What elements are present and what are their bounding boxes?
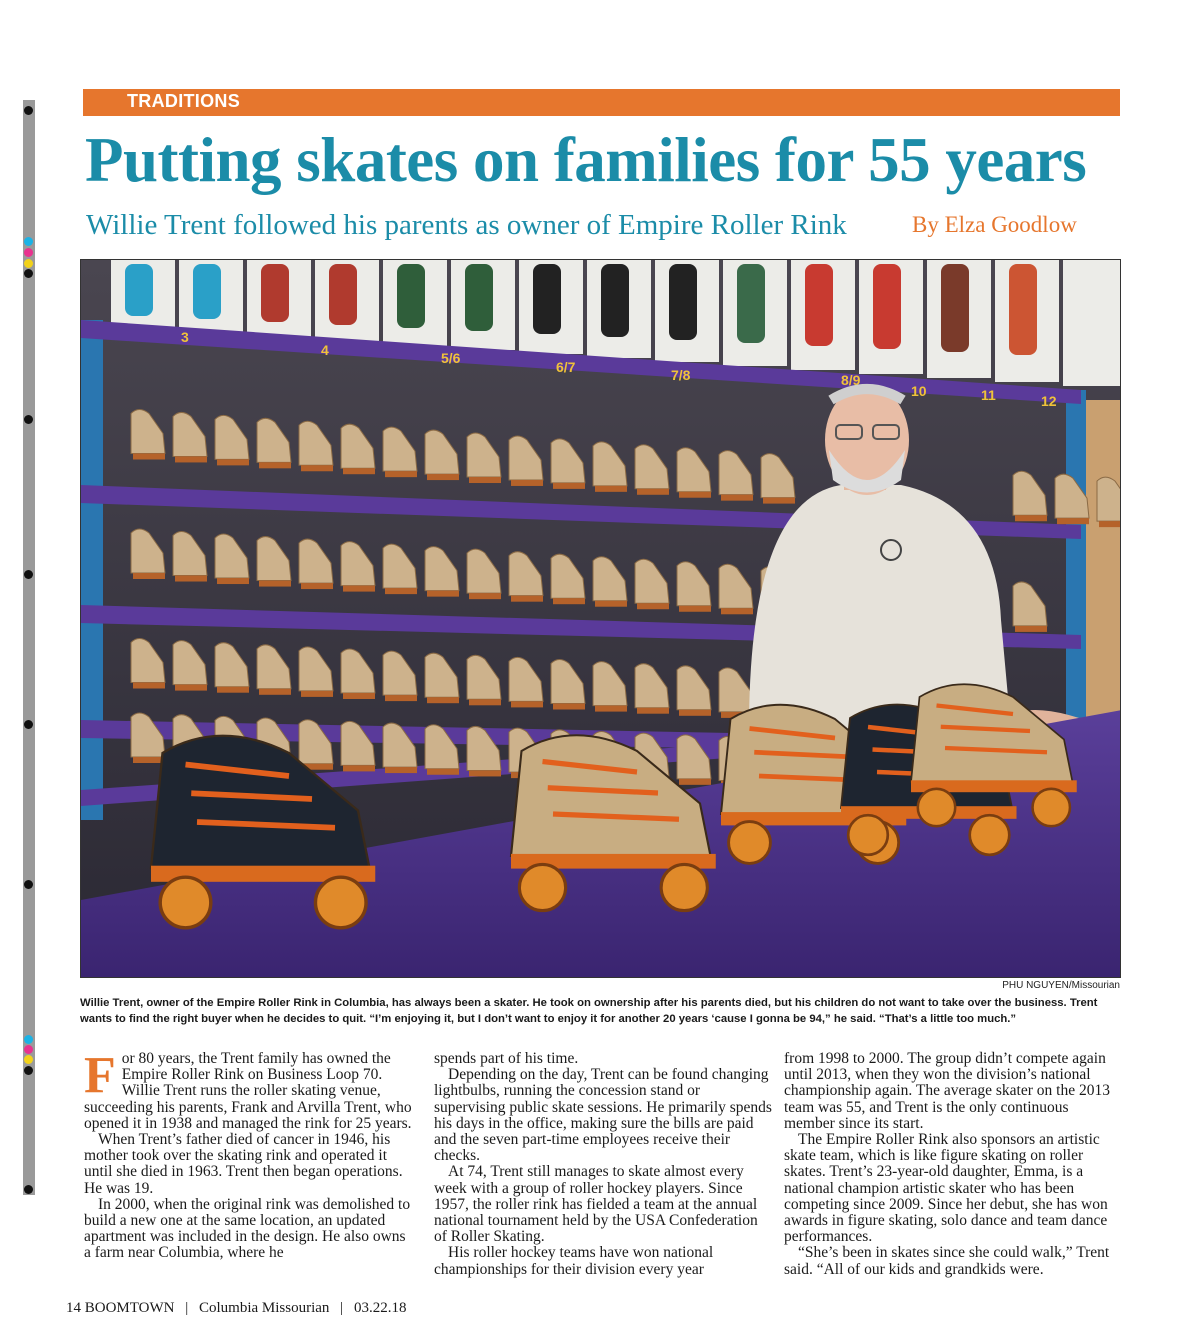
photo-credit: PHU NGUYEN/Missourian [1002, 980, 1120, 991]
skate-wheels [385, 767, 417, 773]
article-paragraph: The Empire Roller Rink also sponsors an artistic skate team, which is like figure skating on roller skates. Trent’s 23-year-old daughter, Emma, is a national champion artistic skater who has been competing since 2009. Since her debut, she has won awards in figure skating, solo dance and team dance performances. [784, 1131, 1108, 1246]
cubby-skate [669, 264, 697, 340]
article-column-3 [784, 1051, 1122, 1278]
skate-wheels [595, 486, 627, 492]
skate-wheels [637, 708, 669, 714]
skate-wheels [469, 770, 501, 776]
skate-wheels [679, 492, 711, 498]
cubby-skate [805, 264, 833, 346]
skate-wheels [763, 498, 795, 504]
registration-dot [24, 259, 33, 268]
skate-wheels [259, 581, 291, 587]
cubby-skate [329, 264, 357, 325]
skate-wheels [469, 477, 501, 483]
skate-wheels [427, 474, 459, 480]
registration-dot [24, 106, 33, 115]
photo-caption: Willie Trent, owner of the Empire Roller Rink in Columbia, has always been a skater. He took on ownership after his parents died, but his children do not want to take over the business. Trent wants to find the right buyer when he decides to quit. “I’m enjoying it, but I don’t want to enjoy it for another 20 years ‘cause I gonna be 94,” he said. “That’s a little too much.” [80, 997, 1098, 1025]
registration-dot [24, 1055, 33, 1064]
footer-section: BOOMTOWN [84, 1300, 175, 1316]
registration-dot [24, 880, 33, 889]
skate-wheels [301, 465, 333, 471]
footer-publication: Columbia Missourian [199, 1300, 330, 1316]
skate-wheels [469, 699, 501, 705]
cubby-number-label: 7/8 [671, 367, 691, 383]
cubby-number-label: 4 [321, 342, 329, 358]
skate-wheels [385, 471, 417, 477]
skate-wheels [1015, 515, 1047, 521]
article-paragraph: His roller hockey teams have won national championships for their division every year [434, 1244, 714, 1278]
headline: Putting skates on families for 55 years [85, 125, 1087, 195]
skate-wheels [427, 591, 459, 597]
cubby-number-label: 6/7 [556, 359, 576, 375]
skate-wheels [595, 601, 627, 607]
skate-wheels [595, 706, 627, 712]
skate-wheels [427, 697, 459, 703]
skate-wheels [175, 576, 207, 582]
skate-wheels [1057, 518, 1089, 524]
skate-wheels [511, 596, 543, 602]
skate-wheels [511, 480, 543, 486]
skate-wheels [1099, 521, 1121, 527]
skate-wheels [217, 578, 249, 584]
byline: By Elza Goodlow [912, 212, 1077, 237]
registration-dot [24, 570, 33, 579]
subheadline: Willie Trent followed his parents as owner of Empire Roller Rink [86, 209, 847, 241]
skate-wheels [301, 691, 333, 697]
registration-dot [24, 237, 33, 246]
page-number: 14 [66, 1300, 81, 1316]
skate-wheels [385, 588, 417, 594]
cubby-skate [465, 264, 493, 331]
cubby-skate [941, 264, 969, 352]
cubby-skate [601, 264, 629, 337]
article-column-2 [434, 1051, 772, 1278]
skate-wheels [175, 685, 207, 691]
skate-wheels [553, 598, 585, 604]
cubby-skate [125, 264, 153, 316]
skate-wheels [469, 593, 501, 599]
registration-dot [24, 1185, 33, 1194]
section-label: TRADITIONS [127, 91, 240, 111]
feature-photo [80, 259, 1121, 978]
shelved-skate [1097, 477, 1121, 521]
skate-wheels [343, 693, 375, 699]
skate-wheels [385, 695, 417, 701]
cubby-number-label: 5/6 [441, 350, 461, 366]
skate-wheels [553, 483, 585, 489]
cubby-skate [737, 264, 765, 343]
skate-wheels [133, 757, 165, 763]
registration-dot [24, 248, 33, 257]
cubby-skate [1009, 264, 1037, 355]
skate-wheels [217, 687, 249, 693]
registration-dot [24, 720, 33, 729]
article-paragraph: In 2000, when the original rink was demolished to build a new one at the same location, an updated apartment was included in the design. He also owns a farm near Columbia, where he [84, 1195, 411, 1262]
page-footer: 14 BOOMTOWN | Columbia Missourian | 03.22.18 [66, 1300, 407, 1316]
skate-wheels [259, 462, 291, 468]
skate-wheels [343, 586, 375, 592]
skate-wheels [301, 583, 333, 589]
registration-dot [24, 415, 33, 424]
registration-dot [24, 269, 33, 278]
skate-wheels [511, 701, 543, 707]
skate-wheels [721, 608, 753, 614]
article-column-1 [84, 1047, 414, 1262]
skate-wheels [133, 573, 165, 579]
cubby-number-label: 12 [1041, 393, 1057, 409]
article-paragraph: For 80 years, the Trent family has owned the Empire Roller Rink on Business Loop 70. Willie Trent runs the roller skating venue, succeeding his parents, Frank and Arvilla Trent, who opened it in 1938 and managed the rink for 25 years. [84, 1047, 412, 1132]
article-paragraph: spends part of his time. [434, 1050, 579, 1067]
cubby-skate [397, 264, 425, 328]
skate-wheels [343, 468, 375, 474]
skate-wheels [343, 765, 375, 771]
skate-wheels [679, 779, 711, 785]
skate-wheels [721, 495, 753, 501]
skate-wheels [175, 456, 207, 462]
skate-wheels [553, 704, 585, 710]
registration-dot [24, 1045, 33, 1054]
skate-wheels [679, 710, 711, 716]
registration-dot [24, 1066, 33, 1075]
skate-wheels [637, 489, 669, 495]
registration-dot [24, 1035, 33, 1044]
cubby-skate [261, 264, 289, 322]
cubby-skate [533, 264, 561, 334]
article-paragraph: “She’s been in skates since she could walk,” Trent said. “All of our kids and grandkids were. [784, 1244, 1110, 1278]
skate-wheels [259, 689, 291, 695]
article-paragraph: from 1998 to 2000. The group didn’t compete again until 2013, when they won the division’s national championship again. The average skater on the 2013 team was 55, and Trent is the only continuous member since its start. [784, 1050, 1110, 1132]
skate-wheels [217, 459, 249, 465]
cubby-skate [193, 264, 221, 319]
drop-cap: F [84, 1047, 116, 1104]
skate-wheels [427, 769, 459, 775]
article-paragraph: When Trent’s father died of cancer in 1946, his mother took over the skating rink and operated it until she died in 1963. Trent then began operations. He was 19. [84, 1131, 403, 1197]
skate-wheels [133, 454, 165, 460]
cubby-panel [1063, 260, 1121, 386]
cubby-skate [873, 264, 901, 349]
article-paragraph: At 74, Trent still manages to skate almost every week with a group of roller hockey players. Since 1957, the roller rink has fielded a team at the annual national tournament held by the USA Confederation of Roller Skating. [434, 1163, 758, 1246]
cubby-number-label: 10 [911, 383, 927, 399]
cubby-number-label: 3 [181, 329, 189, 345]
cubby-number-label: 11 [981, 387, 996, 403]
skate-wheels [133, 683, 165, 689]
skate-wheels [637, 603, 669, 609]
footer-date: 03.22.18 [353, 1300, 407, 1316]
cubby-number-label: 8/9 [841, 372, 861, 388]
skate-wheels [679, 606, 711, 612]
article-paragraph: Depending on the day, Trent can be found changing lightbulbs, running the concession stand or supervising public skate sessions. He primarily spends his days in the office, making sure the bills are paid and the seven part-time employees receive their checks. [434, 1066, 772, 1165]
skate-wheels [1015, 626, 1047, 632]
